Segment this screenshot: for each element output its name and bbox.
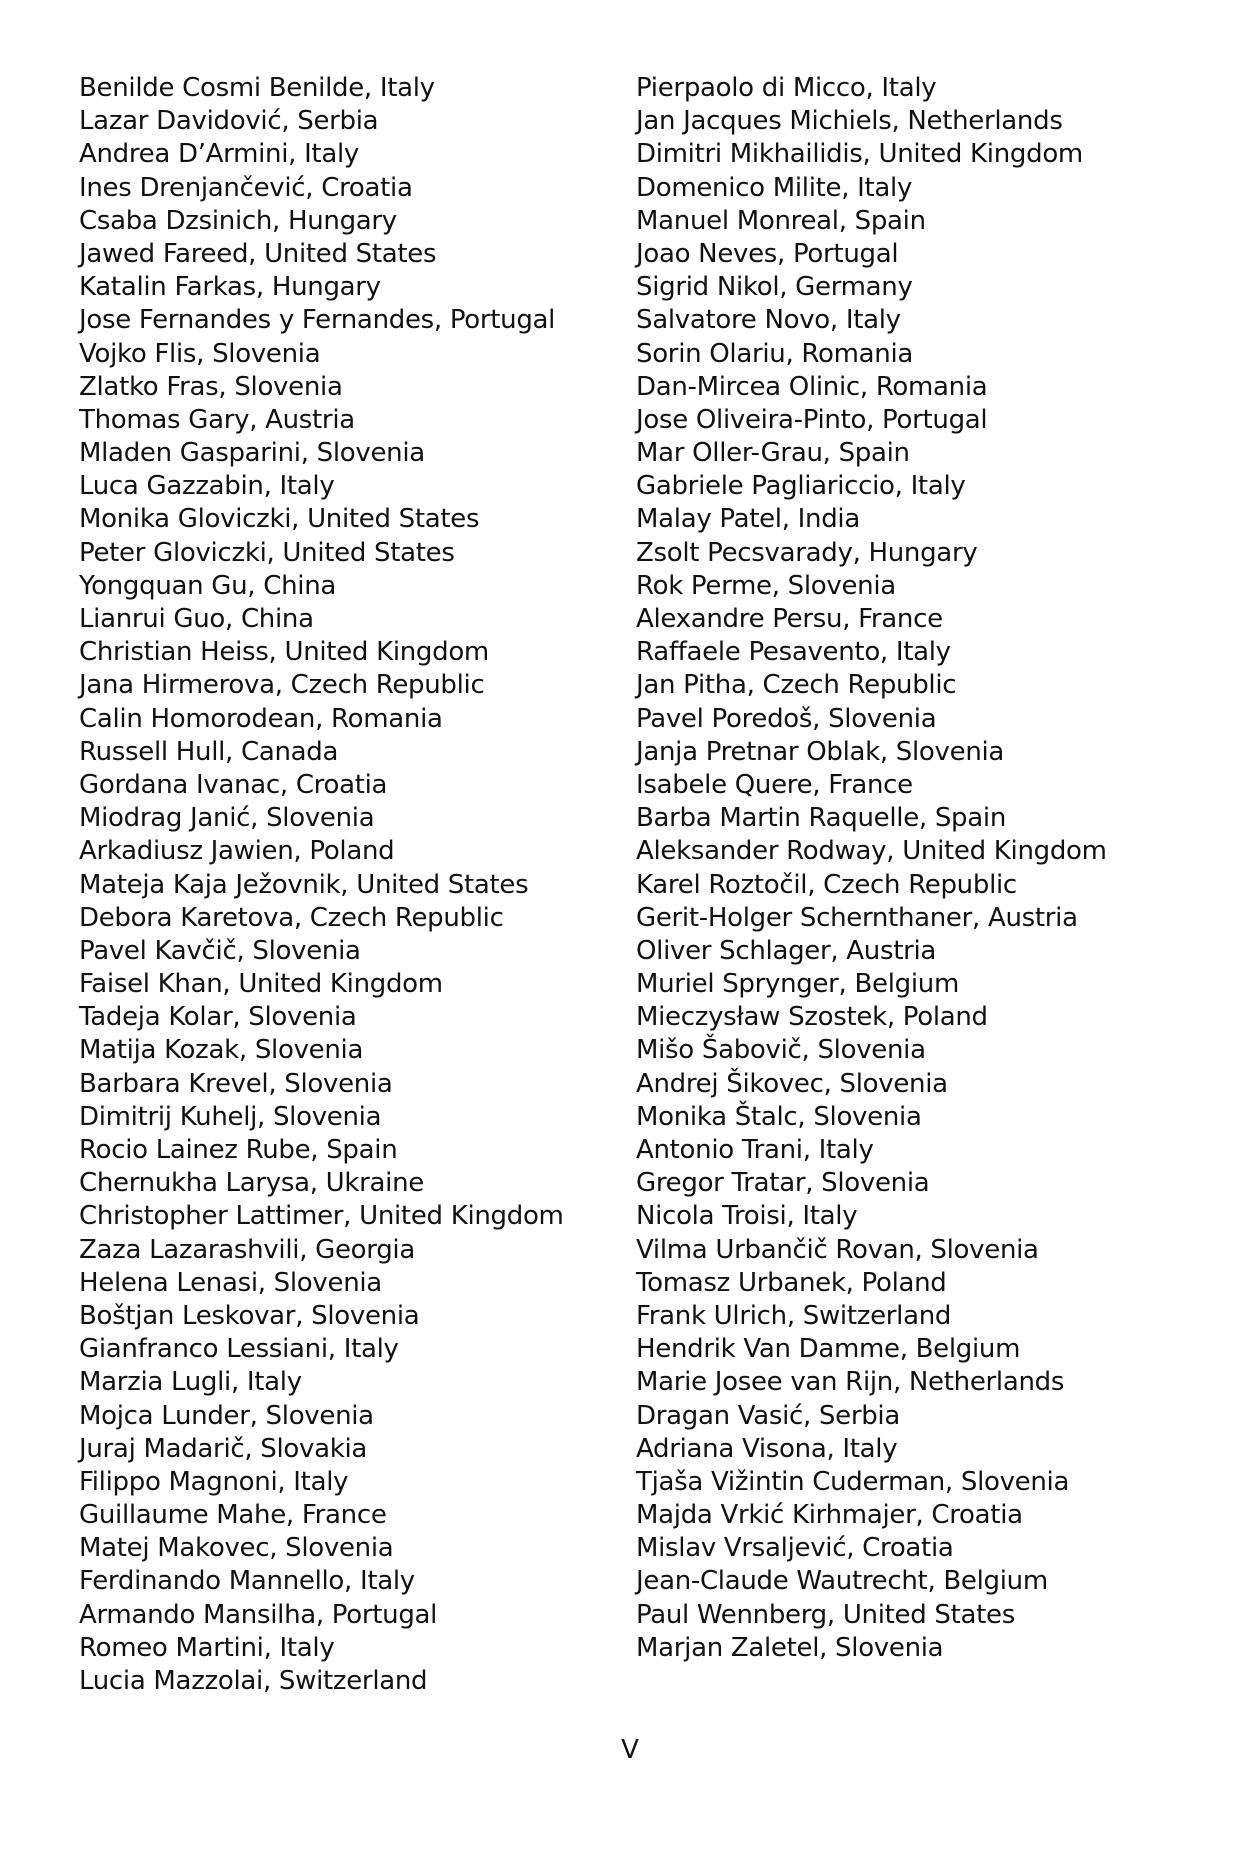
contributor-entry: Manuel Monreal, Spain (636, 205, 926, 236)
contributor-entry: Juraj Madarič, Slovakia (79, 1433, 368, 1464)
contributor-entry: Lianrui Guo, China (79, 604, 314, 634)
contributor-entry: Jose Fernandes y Fernandes, Portugal (79, 305, 556, 336)
contributor-entry: Salvatore Novo, Italy (636, 305, 901, 336)
contributor-entry: Barbara Krevel, Slovenia (79, 1068, 393, 1099)
contributor-entry: Dragan Vasić, Serbia (636, 1400, 900, 1431)
contributor-entry: Pavel Kavčič, Slovenia (79, 935, 361, 966)
contributor-entry: Marjan Zaletel, Slovenia (636, 1632, 944, 1663)
contributor-entry: Miodrag Janić, Slovenia (79, 803, 375, 834)
contributor-entry: Nicola Troisi, Italy (636, 1201, 858, 1232)
contributor-entry: Tadeja Kolar, Slovenia (79, 1002, 357, 1033)
contributor-entry: Domenico Milite, Italy (636, 172, 913, 203)
contributor-entry: Dimitri Mikhailidis, United Kingdom (636, 139, 1083, 170)
contributor-entry: Barba Martin Raquelle, Spain (636, 803, 1006, 834)
contributor-entry: Jose Oliveira-Pinto, Portugal (636, 404, 988, 435)
contributor-entry: Tjaša Vižintin Cuderman, Slovenia (636, 1466, 1070, 1497)
contributor-entry: Janja Pretnar Oblak, Slovenia (636, 736, 1005, 767)
contributor-entry: Thomas Gary, Austria (79, 404, 355, 435)
contributor-entry: Filippo Magnoni, Italy (79, 1466, 349, 1497)
contributor-entry: Chernukha Larysa, Ukraine (79, 1168, 424, 1199)
contributor-entry: Zaza Lazarashvili, Georgia (79, 1234, 415, 1265)
contributor-entry: Jana Hirmerova, Czech Republic (79, 670, 485, 701)
contributor-entry: Faisel Khan, United Kingdom (79, 969, 443, 1000)
contributor-entry: Dan-Mircea Olinic, Romania (636, 371, 988, 402)
contributor-entry: Frank Ulrich, Switzerland (636, 1300, 952, 1331)
contributor-entry: Rocio Lainez Rube, Spain (79, 1135, 398, 1165)
contributor-entry: Arkadiusz Jawien, Poland (79, 836, 395, 867)
contributor-entry: Matej Makovec, Slovenia (79, 1533, 394, 1564)
contributor-entry: Gordana Ivanac, Croatia (79, 769, 388, 800)
contributor-entry: Mar Oller-Grau, Spain (636, 438, 910, 469)
contributor-entry: Pavel Poredoš, Slovenia (636, 703, 937, 734)
contributor-entry: Christopher Lattimer, United Kingdom (79, 1201, 564, 1232)
contributor-entry: Andrea D’Armini, Italy (79, 139, 359, 170)
contributor-entry: Gabriele Pagliariccio, Italy (636, 471, 966, 502)
contributor-entry: Zsolt Pecsvarady, Hungary (636, 537, 978, 568)
contributor-entry: Christian Heiss, United Kingdom (79, 637, 489, 668)
contributor-entry: Monika Gloviczki, United States (79, 504, 480, 535)
contributors-list-right (636, 72, 1196, 1665)
contributor-entry: Oliver Schlager, Austria (636, 935, 937, 966)
contributor-entry: Marie Josee van Rijn, Netherlands (636, 1367, 1065, 1398)
contributor-entry: Csaba Dzsinich, Hungary (79, 205, 397, 236)
contributor-entry: Raffaele Pesavento, Italy (636, 637, 951, 668)
contributor-entry: Yongquan Gu, China (79, 570, 336, 601)
contributor-entry: Andrej Šikovec, Slovenia (636, 1068, 948, 1099)
contributor-entry: Russell Hull, Canada (79, 736, 339, 767)
contributor-entry: Helena Lenasi, Slovenia (79, 1267, 382, 1298)
contributor-entry: Ferdinando Mannello, Italy (79, 1566, 415, 1597)
contributor-entry: Mislav Vrsaljević, Croatia (636, 1533, 954, 1564)
contributor-entry: Benilde Cosmi Benilde, Italy (79, 73, 435, 103)
contributor-entry: Vojko Flis, Slovenia (79, 338, 321, 369)
contributor-entry: Aleksander Rodway, United Kingdom (636, 836, 1107, 867)
contributor-entry: Hendrik Van Damme, Belgium (636, 1334, 1021, 1365)
contributor-entry: Jan Pitha, Czech Republic (636, 670, 957, 701)
contributor-entry: Gregor Tratar, Slovenia (636, 1168, 930, 1199)
contributor-entry: Luca Gazzabin, Italy (79, 471, 335, 502)
contributor-entry: Vilma Urbančič Rovan, Slovenia (636, 1234, 1039, 1265)
contributor-entry: Matija Kozak, Slovenia (79, 1035, 364, 1066)
contributor-entry: Gianfranco Lessiani, Italy (79, 1334, 399, 1365)
contributor-entry: Jawed Fareed, United States (79, 238, 437, 269)
contributor-entry: Jan Jacques Michiels, Netherlands (636, 106, 1063, 137)
contributor-entry: Adriana Visona, Italy (636, 1433, 898, 1464)
contributor-entry: Mladen Gasparini, Slovenia (79, 438, 425, 469)
contributor-entry: Jean-Claude Wautrecht, Belgium (636, 1566, 1048, 1597)
contributor-entry: Lazar Davidović, Serbia (79, 106, 379, 137)
contributor-entry: Calin Homorodean, Romania (79, 703, 443, 734)
contributor-entry: Alexandre Persu, France (636, 604, 943, 634)
contributor-entry: Malay Patel, India (636, 504, 860, 535)
contributor-entry: Sigrid Nikol, Germany (636, 272, 913, 303)
page-number: V (621, 1735, 639, 1765)
contributor-entry: Antonio Trani, Italy (636, 1135, 874, 1165)
contributor-entry: Monika Štalc, Slovenia (636, 1101, 922, 1132)
contributors-list-left (79, 72, 599, 1698)
contributor-entry: Mieczysław Szostek, Poland (636, 1002, 988, 1033)
contributor-entry: Rok Perme, Slovenia (636, 570, 896, 601)
contributor-entry: Mateja Kaja Ježovnik, United States (79, 869, 529, 900)
contributor-entry: Romeo Martini, Italy (79, 1632, 335, 1663)
contributor-entry: Majda Vrkić Kirhmajer, Croatia (636, 1500, 1023, 1531)
contributor-entry: Paul Wennberg, United States (636, 1599, 1015, 1630)
contributor-entry: Ines Drenjančević, Croatia (79, 172, 413, 203)
contributor-entry: Debora Karetova, Czech Republic (79, 902, 504, 933)
contributor-entry: Muriel Sprynger, Belgium (636, 969, 959, 1000)
contributor-entry: Dimitrij Kuhelj, Slovenia (79, 1101, 382, 1132)
contributor-entry: Peter Gloviczki, United States (79, 537, 455, 568)
contributor-entry: Mišo Šabovič, Slovenia (636, 1035, 926, 1066)
contributor-entry: Isabele Quere, France (636, 769, 913, 800)
contributor-entry: Sorin Olariu, Romania (636, 338, 914, 369)
contributor-entry: Mojca Lunder, Slovenia (79, 1400, 374, 1431)
contributor-entry: Guillaume Mahe, France (79, 1500, 387, 1531)
contributor-entry: Zlatko Fras, Slovenia (79, 371, 343, 402)
contributor-entry: Pierpaolo di Micco, Italy (636, 73, 937, 103)
contributor-entry: Marzia Lugli, Italy (79, 1367, 302, 1398)
contributor-entry: Boštjan Leskovar, Slovenia (79, 1300, 420, 1331)
contributor-entry: Karel Roztočil, Czech Republic (636, 869, 1017, 900)
contributor-entry: Joao Neves, Portugal (636, 238, 899, 269)
contributor-entry: Katalin Farkas, Hungary (79, 272, 381, 303)
contributor-entry: Gerit-Holger Schernthaner, Austria (636, 902, 1078, 933)
contributor-entry: Lucia Mazzolai, Switzerland (79, 1666, 428, 1696)
contributor-entry: Armando Mansilha, Portugal (79, 1599, 438, 1630)
contributor-entry: Tomasz Urbanek, Poland (636, 1267, 947, 1298)
